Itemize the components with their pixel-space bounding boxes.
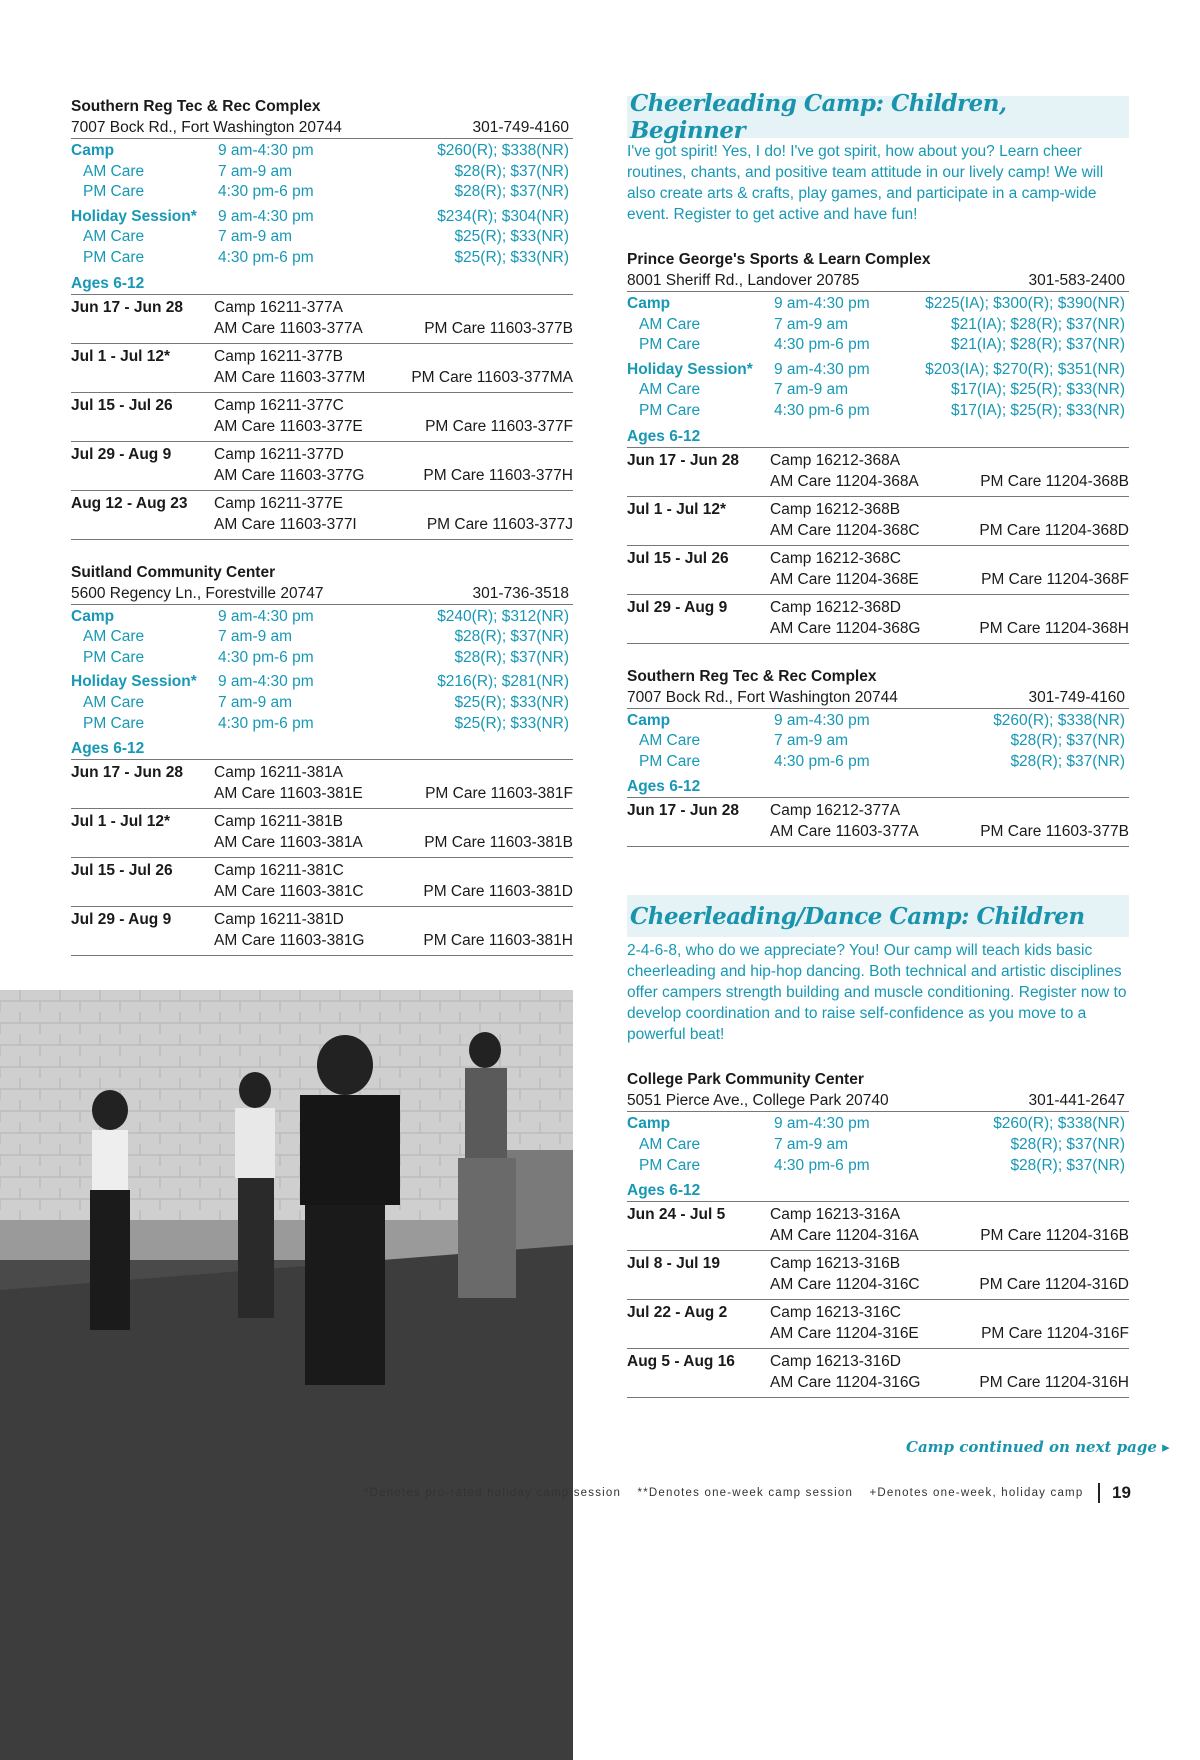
session-row <box>627 797 1129 847</box>
rate-row <box>71 607 573 628</box>
rate-label: Camp <box>71 142 115 159</box>
rate-label: PM Care <box>83 248 145 266</box>
session-am-code: AM Care 11603-377G <box>214 466 365 484</box>
session-top <box>71 395 573 416</box>
rate-price: $25(R); $33(NR) <box>454 228 569 246</box>
venue-address: 5600 Regency Ln., Forestville 20747 <box>71 584 324 602</box>
footer-notes <box>364 1487 1095 1499</box>
rate-label: Holiday Session* <box>627 360 753 378</box>
age-range: Ages 6-12 <box>627 427 701 445</box>
rate-time: 9 am-4:30 pm <box>774 711 870 729</box>
rate-price: $21(IA); $28(R); $37(NR) <box>950 315 1125 333</box>
session-row <box>627 595 1129 644</box>
session-am-code: AM Care 11603-381A <box>214 834 363 852</box>
session-am-code: AM Care 11204-316G <box>770 1374 921 1392</box>
session-pm-code: PM Care 11603-381D <box>423 883 573 901</box>
session-row <box>71 858 573 907</box>
session-top <box>627 1253 1129 1274</box>
rate-table <box>627 711 1129 773</box>
rate-row <box>627 711 1129 732</box>
rate-label: PM Care <box>639 1156 701 1174</box>
footnote: *Denotes pro-rated holiday camp session <box>364 1487 622 1499</box>
session-bottom <box>627 1372 1129 1393</box>
section-description: 2-4-6-8, who do we appreciate? You! Our camp will teach kids basic cheerleading and hip-hop dancing. Both technical and artistic disciplines offer campers strength building and muscle conditioning. Register now to develop coordination and to raise self-confidence as you move to a powerful beat! <box>627 942 1127 1044</box>
venue-address: 5051 Pierce Ave., College Park 20740 <box>627 1092 889 1110</box>
rate-time: 9 am-4:30 pm <box>218 207 314 225</box>
rate-label: Camp <box>627 295 671 312</box>
session-bottom <box>627 471 1129 492</box>
rate-price: $17(IA); $25(R); $33(NR) <box>950 401 1125 419</box>
session-camp-code: Camp 16211-377C <box>214 396 344 414</box>
session-camp-code: Camp 16213-316C <box>770 1304 901 1322</box>
rate-price: $28(R); $37(NR) <box>454 648 569 666</box>
rate-time: 4:30 pm-6 pm <box>774 336 870 354</box>
rate-table <box>71 607 573 735</box>
rate-label: Holiday Session* <box>71 673 197 691</box>
session-pm-code: PM Care 11603-377B <box>980 823 1129 841</box>
session-pm-code: PM Care 11204-316F <box>981 1325 1129 1343</box>
venue-name: Suitland Community Center <box>71 563 276 581</box>
rate-row <box>627 335 1129 356</box>
rate-row <box>71 182 573 203</box>
venue-address-line <box>71 117 573 139</box>
rate-time: 7 am-9 am <box>218 228 293 246</box>
rate-row <box>627 360 1129 381</box>
rate-label: Camp <box>71 607 115 625</box>
session-bottom <box>627 618 1129 639</box>
session-dates: Jul 29 - Aug 9 <box>71 911 172 929</box>
rate-row <box>71 693 573 714</box>
rate-price: $28(R); $37(NR) <box>1010 732 1125 750</box>
session-camp-code: Camp 16211-381A <box>214 764 343 782</box>
venue-address-line <box>71 583 573 605</box>
rate-price: $21(IA); $28(R); $37(NR) <box>950 336 1125 354</box>
rate-time: 4:30 pm-6 pm <box>774 752 870 770</box>
session-pm-code: PM Care 11603-377F <box>425 417 573 435</box>
rate-label: AM Care <box>639 1135 701 1153</box>
session-am-code: AM Care 11204-368G <box>770 619 921 637</box>
camp-section <box>627 895 1129 1398</box>
session-camp-code: Camp 16212-368C <box>770 549 901 567</box>
session-pm-code: PM Care 11603-377H <box>423 466 573 484</box>
venue-name: Southern Reg Tec & Rec Complex <box>71 98 321 115</box>
rate-time: 4:30 pm-6 pm <box>774 1156 870 1174</box>
session-camp-code: Camp 16211-381C <box>214 862 344 880</box>
session-bottom <box>71 367 573 388</box>
age-range: Ages 6-12 <box>71 274 145 292</box>
rate-table <box>71 141 573 269</box>
rate-time: 7 am-9 am <box>774 732 849 750</box>
rate-price: $28(R); $37(NR) <box>454 183 569 201</box>
session-pm-code: PM Care 11204-368H <box>979 619 1129 637</box>
rate-price: $260(R); $338(NR) <box>993 711 1125 729</box>
rate-price: $260(R); $338(NR) <box>437 142 569 159</box>
rate-label: AM Care <box>83 162 145 180</box>
session-bottom <box>71 465 573 486</box>
rate-row <box>627 1135 1129 1156</box>
footnote: +Denotes one-week, holiday camp <box>869 1487 1084 1499</box>
session-pm-code: PM Care 11204-368D <box>979 521 1129 539</box>
session-pm-code: PM Care 11204-368B <box>980 472 1129 490</box>
session-pm-code: PM Care 11603-381B <box>424 834 573 852</box>
session-am-code: AM Care 11204-316C <box>770 1276 920 1294</box>
rate-label: PM Care <box>639 401 701 419</box>
rate-time: 9 am-4:30 pm <box>774 360 870 378</box>
rate-row <box>627 380 1129 401</box>
rate-table <box>627 294 1129 422</box>
rate-price: $28(R); $37(NR) <box>1010 1156 1125 1174</box>
cheerleading-photo <box>0 990 573 1760</box>
session-pm-code: PM Care 11204-316H <box>979 1374 1129 1392</box>
session-dates: Jul 29 - Aug 9 <box>71 445 172 463</box>
rate-row <box>71 714 573 735</box>
rate-table <box>627 1114 1129 1176</box>
venue-address: 7007 Bock Rd., Fort Washington 20744 <box>71 119 342 136</box>
rate-row <box>71 207 573 228</box>
rate-row <box>71 248 573 269</box>
rate-label: AM Care <box>83 693 145 711</box>
session-top <box>627 548 1129 569</box>
session-am-code: AM Care 11204-316A <box>770 1227 919 1245</box>
age-range: Ages 6-12 <box>627 1182 701 1200</box>
rate-label: AM Care <box>83 228 145 246</box>
session-am-code: AM Care 11603-381E <box>214 785 363 803</box>
rate-row <box>71 227 573 248</box>
session-pm-code: PM Care 11603-377B <box>424 319 573 337</box>
venue-name: College Park Community Center <box>627 1071 864 1089</box>
rate-price: $25(R); $33(NR) <box>454 714 569 732</box>
session-row <box>627 1349 1129 1398</box>
session-bottom <box>71 514 573 535</box>
session-row <box>71 759 573 809</box>
rate-price: $17(IA); $25(R); $33(NR) <box>950 381 1125 399</box>
rate-row <box>71 162 573 183</box>
session-camp-code: Camp 16212-368B <box>770 500 901 518</box>
rate-price: $216(R); $281(NR) <box>437 673 569 691</box>
venue-phone: 301-749-4160 <box>1028 688 1125 706</box>
session-camp-code: Camp 16211-377D <box>214 445 344 463</box>
session-pm-code: PM Care 11603-377J <box>426 515 573 533</box>
rate-label: Camp <box>627 1115 671 1133</box>
venue-block <box>71 96 573 540</box>
session-row <box>627 1251 1129 1300</box>
session-bottom <box>627 520 1129 541</box>
rate-price: $25(R); $33(NR) <box>454 693 569 711</box>
age-range: Ages 6-12 <box>71 740 145 758</box>
section-title: Cheerleading/Dance Camp: Children <box>627 895 1129 937</box>
rate-price: $28(R); $37(NR) <box>1010 1135 1125 1153</box>
rate-label: AM Care <box>83 628 145 646</box>
age-range: Ages 6-12 <box>627 778 701 796</box>
session-pm-code: PM Care 11204-316B <box>980 1227 1129 1245</box>
session-am-code: AM Care 11204-368A <box>770 472 919 490</box>
rate-price: $225(IA); $300(R); $390(NR) <box>925 295 1125 312</box>
rate-label: PM Care <box>83 714 145 732</box>
session-am-code: AM Care 11204-316E <box>770 1325 919 1343</box>
session-camp-code: Camp 16213-316D <box>770 1353 901 1371</box>
session-row <box>71 344 573 393</box>
rate-row <box>627 1114 1129 1135</box>
session-camp-code: Camp 16211-381D <box>214 911 344 929</box>
venue-phone: 301-441-2647 <box>1028 1092 1125 1110</box>
session-camp-code: Camp 16212-368A <box>770 451 901 469</box>
session-bottom <box>71 318 573 339</box>
rate-time: 7 am-9 am <box>218 693 293 711</box>
session-top <box>627 1351 1129 1372</box>
rate-time: 4:30 pm-6 pm <box>218 648 314 666</box>
session-row <box>71 442 573 491</box>
rate-label: AM Care <box>639 381 701 399</box>
session-dates: Jul 1 - Jul 12* <box>71 347 171 365</box>
venue-address-line <box>627 270 1129 292</box>
continued-on-next-page: Camp continued on next page ▸ <box>906 1438 1170 1456</box>
venue-address-line <box>627 1090 1129 1112</box>
session-top <box>71 762 573 783</box>
rate-time: 9 am-4:30 pm <box>774 295 870 312</box>
session-bottom <box>71 416 573 437</box>
session-dates: Aug 12 - Aug 23 <box>71 494 188 512</box>
session-row <box>71 907 573 956</box>
rate-time: 7 am-9 am <box>218 162 293 180</box>
rate-time: 4:30 pm-6 pm <box>218 714 314 732</box>
rate-row <box>627 1156 1129 1177</box>
session-dates: Jun 17 - Jun 28 <box>71 764 183 782</box>
rate-price: $25(R); $33(NR) <box>454 248 569 266</box>
session-pm-code: PM Care 11603-381H <box>423 932 573 950</box>
rate-row <box>71 627 573 648</box>
session-am-code: AM Care 11603-377A <box>214 319 363 337</box>
session-dates: Jul 29 - Aug 9 <box>627 598 728 616</box>
session-camp-code: Camp 16211-377E <box>214 494 343 512</box>
session-camp-code: Camp 16211-377A <box>214 298 343 316</box>
footnote: **Denotes one-week camp session <box>637 1487 854 1499</box>
session-dates: Jun 24 - Jul 5 <box>627 1206 726 1224</box>
venue-phone: 301-736-3518 <box>472 584 569 602</box>
session-top <box>627 800 1129 821</box>
session-top <box>627 450 1129 471</box>
session-am-code: AM Care 11603-381G <box>214 932 365 950</box>
rate-time: 7 am-9 am <box>774 381 849 399</box>
session-top <box>627 499 1129 520</box>
session-row <box>71 809 573 858</box>
session-top <box>71 346 573 367</box>
session-dates: Jul 15 - Jul 26 <box>71 396 173 414</box>
session-row <box>627 546 1129 595</box>
rate-price: $260(R); $338(NR) <box>993 1115 1125 1133</box>
session-bottom <box>627 1323 1129 1344</box>
rate-time: 7 am-9 am <box>218 628 293 646</box>
rate-price: $240(R); $312(NR) <box>437 607 569 625</box>
session-dates: Jul 8 - Jul 19 <box>627 1255 721 1273</box>
rate-time: 9 am-4:30 pm <box>218 673 314 691</box>
session-pm-code: PM Care 11603-377MA <box>411 368 573 386</box>
session-row <box>71 491 573 540</box>
right-column <box>627 90 1129 1420</box>
session-top <box>71 444 573 465</box>
rate-row <box>71 141 573 162</box>
rate-row <box>627 731 1129 752</box>
session-camp-code: Camp 16213-316B <box>770 1255 901 1273</box>
session-camp-code: Camp 16211-377B <box>214 347 343 365</box>
rate-price: $28(R); $37(NR) <box>454 162 569 180</box>
session-bottom <box>627 1225 1129 1246</box>
session-row <box>71 294 573 344</box>
venue-block <box>71 562 573 957</box>
rate-label: PM Care <box>639 752 701 770</box>
left-column <box>71 96 573 978</box>
venue-address: 7007 Bock Rd., Fort Washington 20744 <box>627 688 898 706</box>
rate-label: PM Care <box>83 648 145 666</box>
session-dates: Jul 15 - Jul 26 <box>71 862 173 880</box>
session-row <box>627 1201 1129 1251</box>
session-dates: Jun 17 - Jun 28 <box>627 802 739 820</box>
rate-row <box>627 315 1129 336</box>
rate-label: PM Care <box>83 183 145 201</box>
page-number: 19 <box>1098 1483 1131 1503</box>
session-bottom <box>71 930 573 951</box>
rate-row <box>627 401 1129 422</box>
session-top <box>71 860 573 881</box>
rate-time: 4:30 pm-6 pm <box>774 401 870 419</box>
rate-label: Holiday Session* <box>71 207 197 225</box>
rate-row <box>627 294 1129 315</box>
session-dates: Jul 1 - Jul 12* <box>71 813 171 831</box>
session-pm-code: PM Care 11204-316D <box>979 1276 1129 1294</box>
venue-phone: 301-749-4160 <box>472 119 569 136</box>
session-am-code: AM Care 11603-377M <box>214 368 366 386</box>
rate-time: 9 am-4:30 pm <box>218 607 314 625</box>
session-bottom <box>71 783 573 804</box>
session-dates: Jul 15 - Jul 26 <box>627 549 729 567</box>
session-row <box>627 1300 1129 1349</box>
venue-name: Prince George's Sports & Learn Complex <box>627 251 931 268</box>
rate-price: $203(IA); $270(R); $351(NR) <box>925 360 1125 378</box>
session-top <box>627 1302 1129 1323</box>
session-top <box>71 811 573 832</box>
session-bottom <box>627 569 1129 590</box>
rate-time: 9 am-4:30 pm <box>774 1115 870 1133</box>
rate-price: $234(R); $304(NR) <box>437 207 569 225</box>
venue-block <box>627 1069 1129 1398</box>
venue-address-line <box>627 687 1129 709</box>
venue-address: 8001 Sheriff Rd., Landover 20785 <box>627 272 860 289</box>
session-dates: Jul 22 - Aug 2 <box>627 1304 728 1322</box>
rate-row <box>627 752 1129 773</box>
session-pm-code: PM Care 11603-381F <box>425 785 573 803</box>
session-camp-code: Camp 16212-368D <box>770 598 901 616</box>
rate-price: $28(R); $37(NR) <box>1010 752 1125 770</box>
venue-name: Southern Reg Tec & Rec Complex <box>627 667 877 685</box>
session-top <box>71 297 573 318</box>
rate-time: 4:30 pm-6 pm <box>218 248 314 266</box>
session-dates: Jul 1 - Jul 12* <box>627 500 727 518</box>
session-bottom <box>71 881 573 902</box>
rate-row <box>71 648 573 669</box>
session-dates: Aug 5 - Aug 16 <box>627 1353 735 1371</box>
session-am-code: AM Care 11603-377I <box>214 515 357 533</box>
session-camp-code: Camp 16212-377A <box>770 802 901 820</box>
rate-label: PM Care <box>639 336 701 354</box>
venue-block <box>627 249 1129 644</box>
session-am-code: AM Care 11204-368C <box>770 521 920 539</box>
session-dates: Jun 17 - Jun 28 <box>71 298 183 316</box>
session-bottom <box>627 821 1129 842</box>
rate-label: AM Care <box>639 315 701 333</box>
rate-label: Camp <box>627 711 671 729</box>
session-am-code: AM Care 11603-377E <box>214 417 363 435</box>
session-camp-code: Camp 16213-316A <box>770 1206 901 1224</box>
session-row <box>627 497 1129 546</box>
rate-time: 4:30 pm-6 pm <box>218 183 314 201</box>
rate-time: 7 am-9 am <box>774 1135 849 1153</box>
session-row <box>71 393 573 442</box>
session-top <box>71 493 573 514</box>
camp-section <box>627 90 1129 847</box>
rate-row <box>71 672 573 693</box>
session-bottom <box>71 832 573 853</box>
session-am-code: AM Care 11603-381C <box>214 883 364 901</box>
venue-phone: 301-583-2400 <box>1028 272 1125 289</box>
session-am-code: AM Care 11204-368E <box>770 570 919 588</box>
venue-block <box>627 666 1129 848</box>
session-top <box>627 597 1129 618</box>
session-pm-code: PM Care 11204-368F <box>981 570 1129 588</box>
session-row <box>627 447 1129 497</box>
session-dates: Jun 17 - Jun 28 <box>627 451 739 469</box>
rate-time: 9 am-4:30 pm <box>218 142 314 159</box>
rate-time: 7 am-9 am <box>774 315 849 333</box>
session-camp-code: Camp 16211-381B <box>214 813 343 831</box>
rate-label: AM Care <box>639 732 701 750</box>
session-am-code: AM Care 11603-377A <box>770 823 919 841</box>
session-bottom <box>627 1274 1129 1295</box>
section-title: Cheerleading Camp: Children, Beginner <box>627 96 1129 138</box>
section-description: I've got spirit! Yes, I do! I've got spirit, how about you? Learn cheer routines, chants, and positive team attitude in our lively camp! We will also create arts & crafts, play games, and participate in a camp-wide event. Register to get active and have fun! <box>627 143 1104 223</box>
rate-price: $28(R); $37(NR) <box>454 628 569 646</box>
session-top <box>71 909 573 930</box>
session-top <box>627 1204 1129 1225</box>
